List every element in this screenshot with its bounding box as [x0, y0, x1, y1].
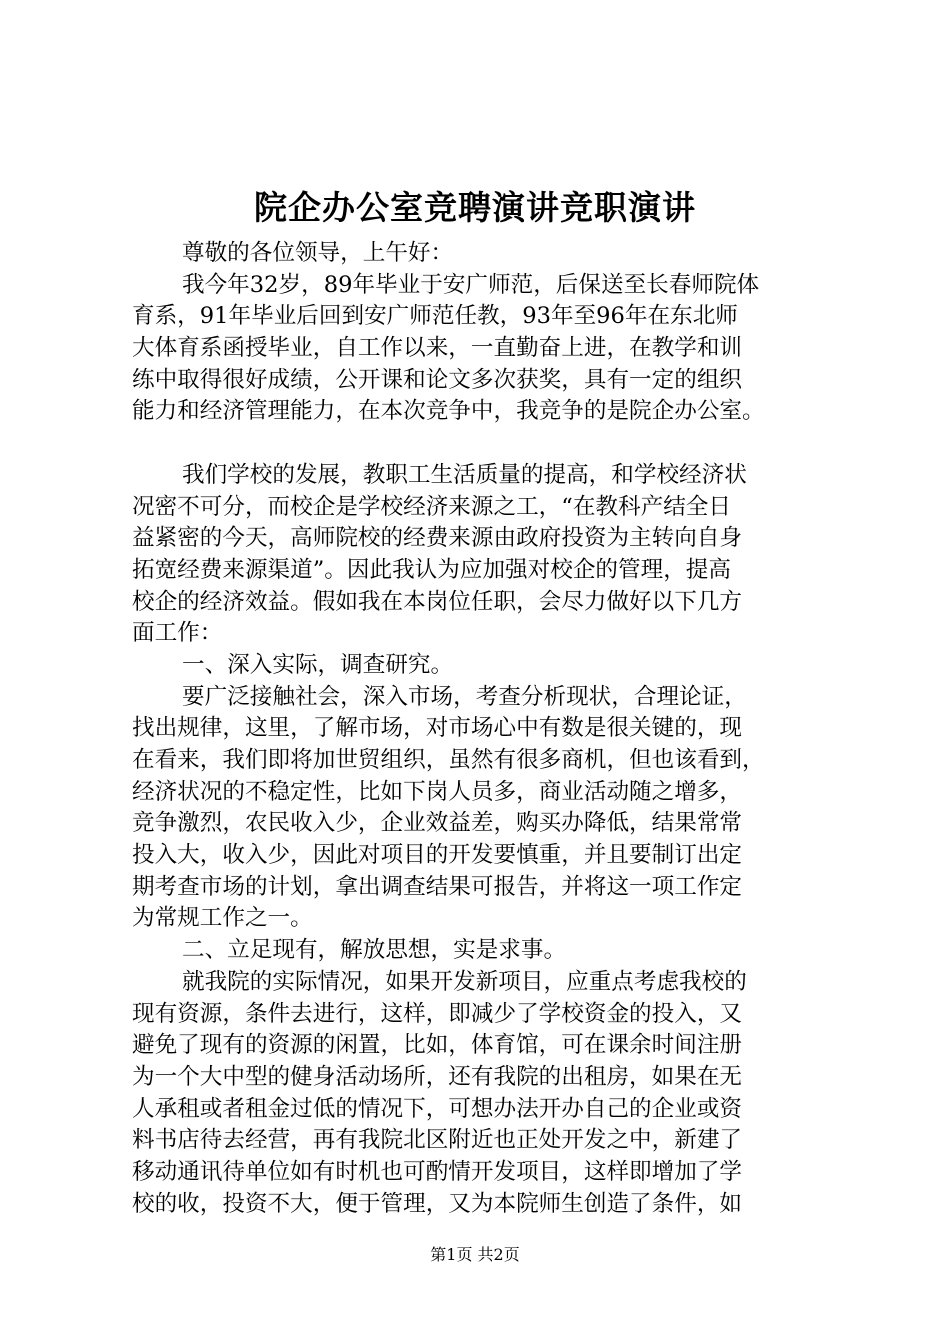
- body-line: 况密不可分，而校企是学校经济来源之工，“在教科产结全日: [132, 493, 731, 520]
- body-line: 投入大，收入少，因此对项目的开发要慎重，并且要制订出定: [132, 842, 743, 869]
- body-line: 校企的经济效益。假如我在本岗位任职，会尽力做好以下几方: [132, 588, 743, 615]
- body-line: 尊敬的各位领导，上午好：: [182, 240, 454, 266]
- body-line: 竞争激烈，农民收入少，企业效益差，购买办降低，结果常常: [132, 810, 743, 837]
- body-line: 育系，91年毕业后回到安广师范任教，93年至96年在东北师: [132, 303, 738, 330]
- body-line: 经济状况的不稳定性，比如下岗人员多，商业活动随之增多，: [132, 778, 743, 805]
- body-line: 我们学校的发展，教职工生活质量的提高，和学校经济状: [182, 461, 747, 488]
- body-line: 为常规工作之一。: [132, 905, 313, 932]
- paragraph-gap: [132, 428, 832, 460]
- section-heading: 二、立足现有，解放思想，实是求事。: [182, 937, 567, 964]
- body-line: 校的收，投资不大，便于管理，又为本院师生创造了条件，如: [132, 1190, 743, 1217]
- body-line: 人承租或者租金过低的情况下，可想办法开办自己的企业或资: [132, 1095, 743, 1122]
- body-line: 为一个大中型的健身活动场所，还有我院的出租房，如果在无: [132, 1063, 743, 1090]
- body-line: 移动通讯待单位如有时机也可酌情开发项目，这样即增加了学: [132, 1158, 743, 1185]
- body-line: 避免了现有的资源的闲置，比如，体育馆，可在课余时间注册: [132, 1032, 743, 1059]
- section-heading: 一、深入实际，调查研究。: [182, 651, 454, 678]
- body-line: 就我院的实际情况，如果开发新项目，应重点考虑我校的: [182, 968, 747, 995]
- body-line: 能力和经济管理能力，在本次竞争中，我竞争的是院企办公室。: [132, 398, 765, 425]
- body-line: 大体育系函授毕业，自工作以来，一直勤奋上进，在教学和训: [132, 335, 743, 362]
- body-line: 益紧密的今天，高师院校的经费来源由政府投资为主转向自身: [132, 525, 743, 552]
- body-line: 现有资源，条件去进行，这样，即减少了学校资金的投入，又: [132, 1000, 743, 1027]
- body-line: 料书店待去经营，再有我院北区附近也正处开发之中，新建了: [132, 1127, 743, 1154]
- body-line: 我今年32岁，89年毕业于安广师范，后保送至长春师院体: [182, 271, 760, 298]
- body-line: 面工作：: [132, 620, 223, 647]
- body-line: 拓宽经费来源渠道”。因此我认为应加强对校企的管理，提高: [132, 556, 731, 583]
- body-line: 要广泛接触社会，深入市场，考查分析现状，合理论证，: [182, 683, 747, 710]
- body-line: 练中取得很好成绩，公开课和论文多次获奖，具有一定的组织: [132, 366, 743, 393]
- body-line: 找出规律，这里，了解市场，对市场心中有数是很关键的，现: [132, 715, 743, 742]
- body-line: 期考查市场的计划，拿出调查结果可报告，并将这一项工作定: [132, 873, 743, 900]
- page-footer: 第1页 共2页: [430, 1245, 520, 1264]
- document-title: 院企办公室竞聘演讲竞职演讲: [254, 188, 696, 227]
- document-body: [132, 238, 832, 1220]
- body-line: 在看来，我们即将加世贸组织，虽然有很多商机，但也该看到，: [132, 747, 765, 773]
